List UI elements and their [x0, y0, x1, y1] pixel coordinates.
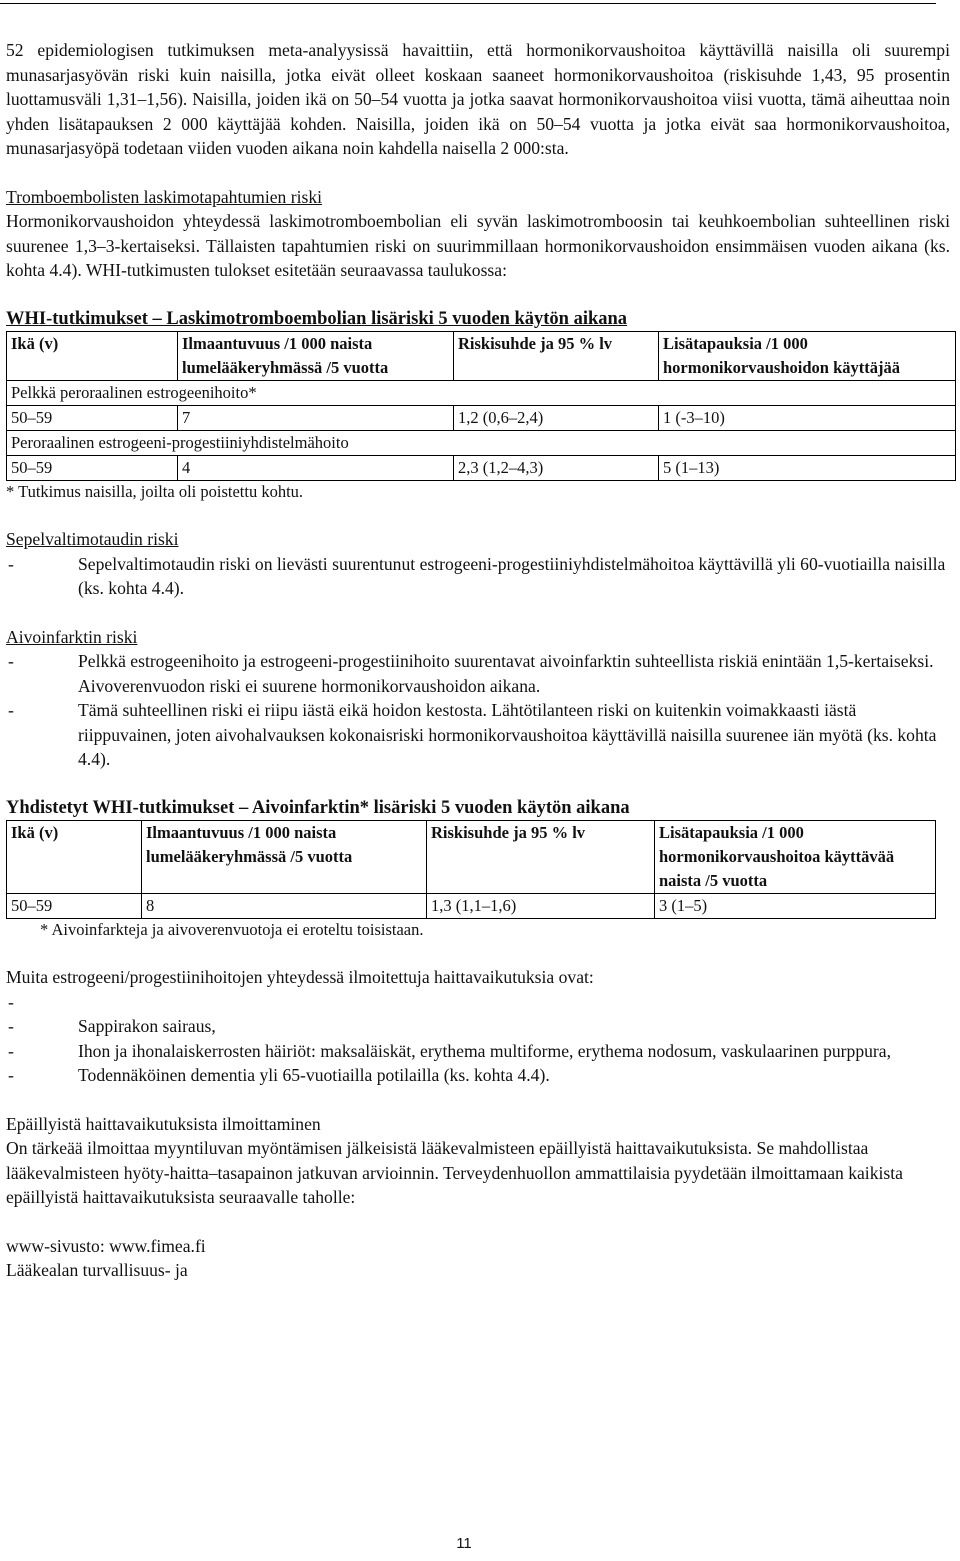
dash-bullet: -	[8, 1016, 14, 1036]
cell-extra-cases: 3 (1–5)	[655, 894, 936, 919]
cell-age: 50–59	[7, 894, 142, 919]
other-effects-intro: Muita estrogeeni/progestiinihoitojen yhteydessä ilmoitettuja haittavaikutuksia ovat:	[6, 967, 594, 987]
cell-risk-ratio: 1,2 (0,6–2,4)	[454, 406, 659, 431]
group-label: Peroraalinen estrogeeni-progestiiniyhdistelmähoito	[7, 431, 956, 456]
table2-footnote: * Aivoinfarkteja ja aivoverenvuotoja ei eroteltu toisistaan.	[40, 920, 424, 939]
table-group-row	[7, 381, 956, 406]
list-item	[6, 649, 950, 698]
page-number: 11	[456, 1535, 472, 1552]
reporting-heading: Epäillyistä haittavaikutuksista ilmoittaminen	[6, 1113, 321, 1134]
reporting-agency: Lääkealan turvallisuus- ja	[6, 1260, 188, 1280]
cell-age: 50–59	[7, 456, 178, 481]
table1-block	[6, 307, 950, 504]
dash-bullet: -	[8, 553, 14, 574]
reporting-section	[6, 1112, 950, 1283]
top-rule	[0, 3, 936, 4]
header-incidence: Ilmaantuvuus /1 000 naista lumelääkeryhmässä /5 vuotta	[142, 821, 427, 894]
stroke-list	[6, 649, 950, 772]
list-item	[6, 552, 950, 601]
cell-incidence: 8	[142, 894, 427, 919]
stroke-section	[6, 625, 950, 772]
document-page	[6, 38, 950, 1283]
header-risk-ratio: Riskisuhde ja 95 % lv	[427, 821, 655, 894]
cell-risk-ratio: 1,3 (1,1–1,6)	[427, 894, 655, 919]
header-extra-cases: Lisätapauksia /1 000 hormonikorvaushoitoa käyttävää naista /5 vuotta	[655, 821, 936, 894]
dash-bullet: -	[8, 651, 14, 671]
header-incidence: Ilmaantuvuus /1 000 naista lumelääkeryhmässä /5 vuotta	[178, 332, 454, 381]
vte-heading: Tromboembolisten laskimotapahtumien riski	[6, 186, 323, 207]
list-item	[6, 1039, 950, 1064]
dash-bullet: -	[8, 991, 14, 1012]
chd-section	[6, 527, 950, 601]
vte-section	[6, 185, 950, 283]
cell-extra-cases: 1 (-3–10)	[659, 406, 956, 431]
table2-title: Yhdistetyt WHI-tutkimukset – Aivoinfarktin* lisäriski 5 vuoden käytön aikana	[6, 797, 630, 818]
list-item-text: Todennäköinen dementia yli 65-vuotiailla potilailla (ks. kohta 4.4).	[78, 1065, 550, 1085]
list-item-text: Sappirakon sairaus,	[78, 1016, 216, 1036]
table1-footnote: * Tutkimus naisilla, joilta oli poistettu kohtu.	[6, 482, 304, 501]
stroke-risk-table	[6, 820, 936, 919]
list-item-text: Tämä suhteellinen riski ei riipu iästä eikä hoidon kestosta. Lähtötilanteen riski on kuitenkin voimakkaasti iästä riippuvainen, joten aivohalvauksen kokonaisriski hormonikorvaushoitoa käyttävillä naisilla suurenee iän myötä (ks. kohta 4.4).	[78, 700, 937, 769]
group-label: Pelkkä peroraalinen estrogeenihoito*	[7, 381, 956, 406]
header-risk-ratio: Riskisuhde ja 95 % lv	[454, 332, 659, 381]
cell-risk-ratio: 2,3 (1,2–4,3)	[454, 456, 659, 481]
list-item	[6, 1063, 950, 1088]
dash-bullet: -	[8, 1065, 14, 1085]
list-item-text: Sepelvaltimotaudin riski on lievästi suurentunut estrogeeni-progestiiniyhdistelmähoitoa käyttävillä yli 60-vuotiailla naisilla (ks. kohta 4.4).	[78, 553, 946, 598]
vte-text: Hormonikorvaushoidon yhteydessä laskimotromboembolian eli syvän laskimotromboosin tai keuhkoembolian suhteellinen riski suurenee 1,3–3-kertaiseksi. Tällaisten tapahtumien riski on suurimmillaan hormonikorvaushoidon ensimmäisen vuoden aikana (ks. kohta 4.4). WHI-tutkimusten tulokset esitetään seuraavassa taulukossa:	[6, 211, 950, 280]
table1-title: WHI-tutkimukset – Laskimotromboembolian lisäriski 5 vuoden käytön aikana	[6, 308, 628, 329]
list-item-text: Ihon ja ihonalaiskerrosten häiriöt: maksaläiskät, erythema multiforme, erythema nodosum, vaskulaarinen purppura,	[78, 1040, 891, 1061]
cell-incidence: 7	[178, 406, 454, 431]
header-age: Ikä (v)	[7, 332, 178, 381]
chd-list	[6, 552, 950, 601]
table-header-row	[7, 332, 956, 381]
header-age: Ikä (v)	[7, 821, 142, 894]
table2-block	[6, 796, 950, 942]
reporting-text: On tärkeää ilmoittaa myyntiluvan myöntämisen jälkeisistä lääkevalmisteen epäillyistä haittavaikutuksista. Se mahdollistaa lääkevalmisteen hyöty-haitta–tasapainon jatkuvan arvioinnin. Terveydenhuollon ammattilaisia pyydetään ilmoittamaan kaikista epäillyistä haittavaikutuksista seuraavalle taholle:	[6, 1138, 903, 1207]
table-row	[7, 406, 956, 431]
header-extra-cases: Lisätapauksia /1 000 hormonikorvaushoidon käyttäjää	[659, 332, 956, 381]
cell-extra-cases: 5 (1–13)	[659, 456, 956, 481]
chd-heading: Sepelvaltimotaudin riski	[6, 529, 179, 549]
dash-bullet: -	[8, 700, 14, 720]
cell-incidence: 4	[178, 456, 454, 481]
other-effects-list	[6, 990, 950, 1088]
cell-age: 50–59	[7, 406, 178, 431]
vte-risk-table	[6, 331, 956, 481]
list-item	[6, 1014, 950, 1039]
other-effects-section	[6, 965, 950, 1088]
table-row	[7, 894, 936, 919]
reporting-website: www-sivusto: www.fimea.fi	[6, 1235, 206, 1256]
list-item-text: Pelkkä estrogeenihoito ja estrogeeni-progestiinihoito suurentavat aivoinfarktin suhteellista riskiä enintään 1,5-kertaiseksi. Aivoverenvuodon riski ei suurene hormonikorvaushoidon aikana.	[78, 651, 934, 696]
list-item	[6, 698, 950, 772]
table-row	[7, 456, 956, 481]
list-item	[6, 990, 950, 1015]
stroke-heading: Aivoinfarktin riski	[6, 626, 138, 647]
intro-paragraph: 52 epidemiologisen tutkimuksen meta-analyysissä havaittiin, että hormonikorvaushoitoa käyttävillä naisilla oli suurempi munasarjasyövän riski kuin naisilla, jotka eivät olleet koskaan saaneet hormonikorvaushoitoa (riskisuhde 1,43, 95 prosentin luottamusväli 1,31–1,56). Naisilla, joiden ikä on 50–54 vuotta ja jotka saavat hormonikorvaushoitoa viisi vuotta, tämä aiheuttaa noin yhden lisätapauksen 2 000 käyttäjää kohden. Naisilla, joiden ikä on 50–54 vuotta ja jotka eivät saa hormonikorvaushoitoa, munasarjasyöpä todetaan viiden vuoden aikana noin kahdella naisella 2 000:sta.	[6, 40, 950, 158]
table-group-row	[7, 431, 956, 456]
dash-bullet: -	[8, 1040, 14, 1061]
table-header-row	[7, 821, 936, 894]
